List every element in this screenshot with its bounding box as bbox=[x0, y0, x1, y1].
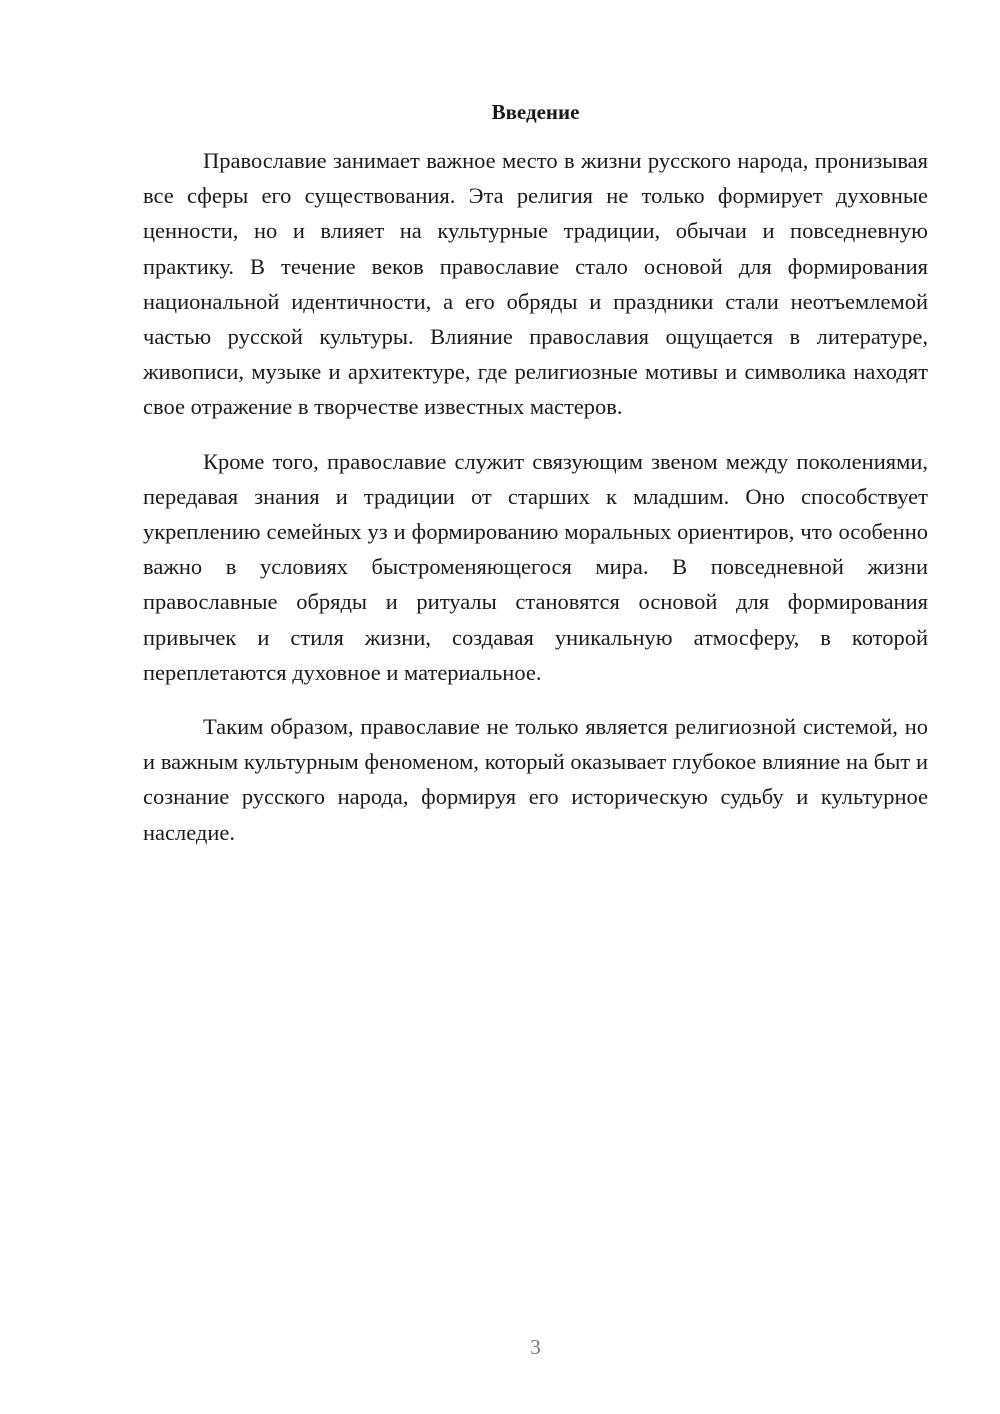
page-number: 3 bbox=[530, 1335, 541, 1359]
paragraph-2: Кроме того, православие служит связующим звеном между поколениями, передавая знания и традиции от старших к младшим. Оно способствует укреплению семейных уз и формированию моральных ориентиров, что особенно важно в условиях быстроменяющегося мира. В повседневной жизни православные обряды и ритуалы становятся основой для формирования привычек и стиля жизни, создавая уникальную атмосферу, в которой переплетаются духовное и материальное. bbox=[143, 448, 928, 685]
body-text bbox=[143, 143, 928, 869]
paragraph-1: Православие занимает важное место в жизни русского народа, пронизывая все сферы его существования. Эта религия не только формирует духовные ценности, но и влияет на культурные традиции, обычаи и повседневную практику. В течение веков православие стало основой для формирования национальной идентичности, а его обряды и праздники стали неотъемлемой частью русской культуры. Влияние православия ощущается в литературе, живописи, музыке и архитектуре, где религиозные мотивы и символика находят свое отражение в творчестве известных мастеров. bbox=[143, 148, 928, 420]
section-title: Введение bbox=[491, 100, 580, 124]
paragraph-3: Таким образом, православие не только является религиозной системой, но и важным культурным феноменом, который оказывает глубокое влияние на быт и сознание русского народа, формируя его историческую судьбу и культурное наследие. bbox=[143, 714, 928, 845]
